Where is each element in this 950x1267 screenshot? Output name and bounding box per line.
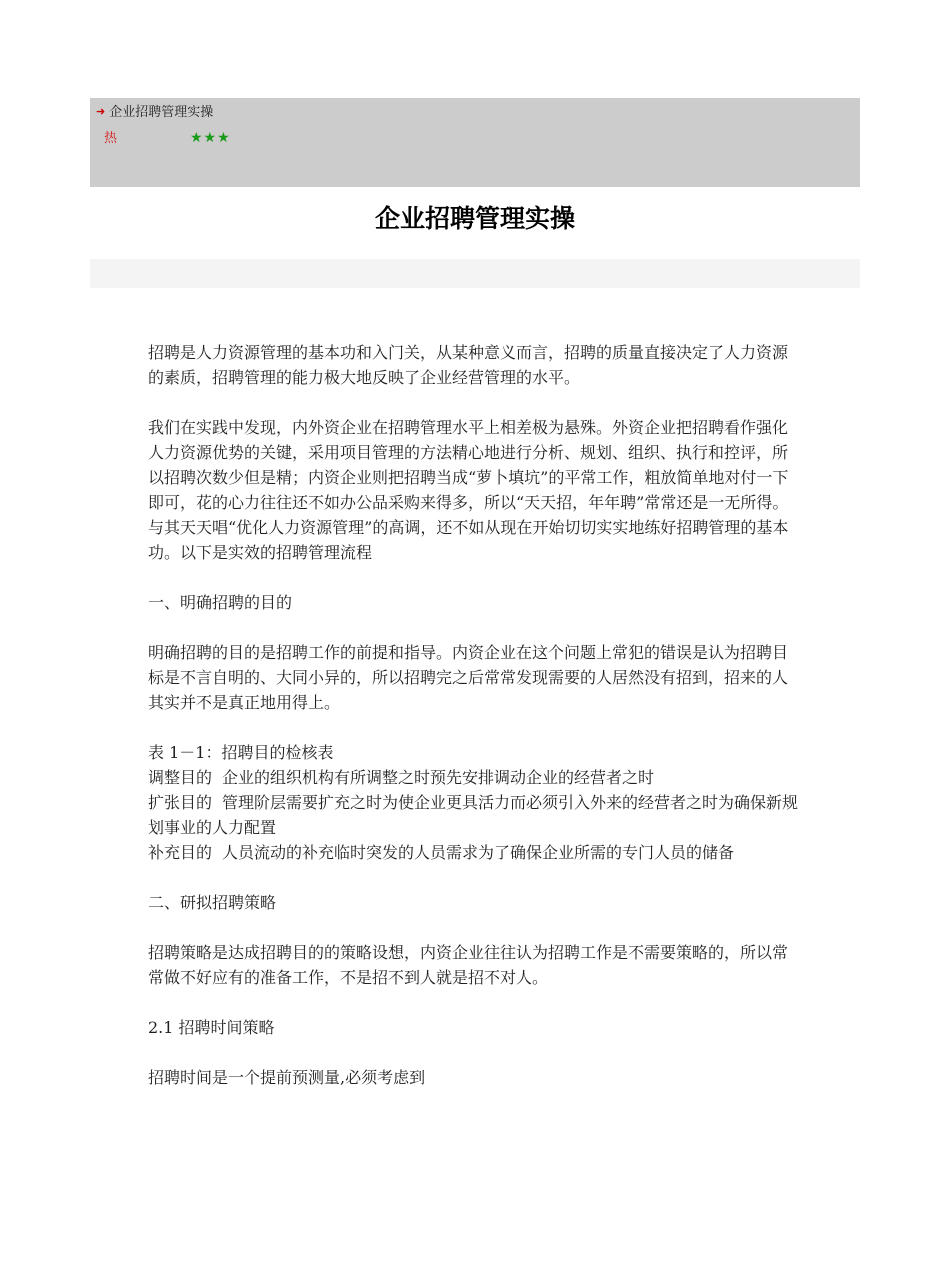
section-heading-2: 二、研拟招聘策略 <box>148 893 277 912</box>
breadcrumb[interactable] <box>96 103 213 122</box>
title-divider-band <box>90 259 860 288</box>
table-row-label: 扩张目的 <box>148 793 213 812</box>
table-row <box>148 765 800 790</box>
paragraph-timing: 招聘时间是一个提前预测量,必须考虑到 <box>148 1068 426 1087</box>
paragraph-comparison: 我们在实践中发现，内外资企业在招聘管理水平上相差极为悬殊。外资企业把招聘看作强化人力资源优势的关键，采用项目管理的方法精心地进行分析、规划、组织、执行和控评，所以招聘次数少但是精；内资企业则把招聘当成“萝卜填坑”的平常工作，粗放简单地对付一下即可，花的心力往往还不如办公品采购来得多，所以“天天招，年年聘”常常还是一无所得。 <box>148 418 789 512</box>
page-title: 企业招聘管理实操 <box>374 204 575 233</box>
table-row-text: 人员流动的补充临时突发的人员需求为了确保企业所需的专门人员的储备 <box>222 843 735 862</box>
table-row-text: 企业的组织机构有所调整之时预先安排调动企业的经营者之时 <box>222 768 655 787</box>
table-row <box>148 840 800 865</box>
article-body <box>148 340 800 1090</box>
article-header-box <box>90 98 860 187</box>
table-row-text: 管理阶层需要扩充之时为使企业更具活力而必须引入外来的经营者之时为确保新规划事业的人力配置 <box>148 793 799 837</box>
paragraph-recommendation: 与其天天唱“优化人力资源管理”的高调，还不如从现在开始切切实实地练好招聘管理的基本功。以下是实效的招聘管理流程 <box>148 518 789 562</box>
arrow-right-icon: ➜ <box>96 105 106 118</box>
paragraph-strategy: 招聘策略是达成招聘目的的策略设想，内资企业往往认为招聘工作是不需要策略的，所以常常做不好应有的准备工作，不是招不到人就是招不对人。 <box>148 943 789 987</box>
breadcrumb-label[interactable]: 企业招聘管理实操 <box>109 105 214 120</box>
paragraph-purpose: 明确招聘的目的是招聘工作的前提和指导。内资企业在这个问题上常犯的错误是认为招聘目标是不言自明的、大同小异的，所以招聘完之后常常发现需要的人居然没有招到，招来的人其实并不是真正地用得上。 <box>148 643 789 712</box>
hot-label: 热 <box>104 131 118 146</box>
rating-row <box>104 129 231 148</box>
table-row <box>148 790 800 840</box>
star-rating-icon: ★★★ <box>190 130 231 146</box>
paragraph-intro: 招聘是人力资源管理的基本功和入门关，从某种意义而言，招聘的质量直接决定了人力资源的素质，招聘管理的能力极大地反映了企业经营管理的水平。 <box>148 343 789 387</box>
section-heading-1: 一、明确招聘的目的 <box>148 593 293 612</box>
table-caption: 表 1－1：招聘目的检核表 <box>148 743 334 762</box>
table-row-label: 调整目的 <box>148 768 213 787</box>
table-row-label: 补充目的 <box>148 843 213 862</box>
subsection-heading: 2.1 招聘时间策略 <box>148 1018 275 1037</box>
